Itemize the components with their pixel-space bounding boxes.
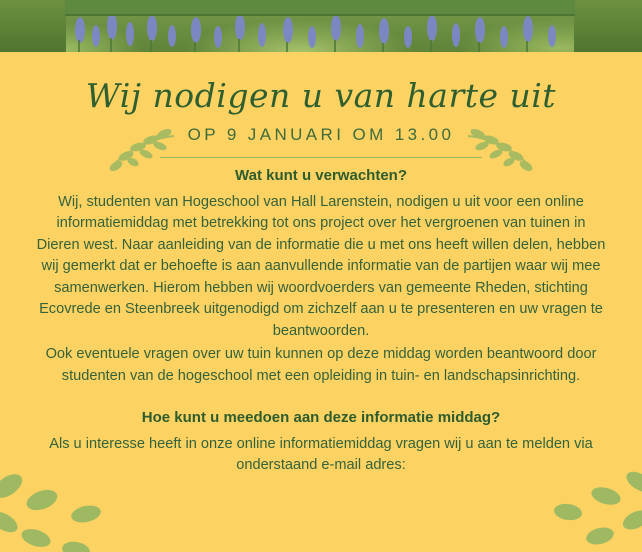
- garden-photo-banner: [0, 0, 642, 52]
- page-title: Wij nodigen u van harte uit: [85, 76, 557, 115]
- section-heading-expectations: Wat kunt u verwachten?: [235, 167, 407, 184]
- section-paragraph-participate-1: Als u interesse heeft in onze online informatiemiddag vragen wij u aan te melden via onderstaand e-mail adres:: [49, 435, 593, 474]
- event-datetime-subtitle: OP 9 JANUARI OM 13.00: [187, 125, 455, 144]
- section-paragraph-expectations-2: Ook eventuele vragen over uw tuin kunnen op deze middag worden beantwoord door studenten van de hogeschool met een opleiding in tuin- en landschapsinrichting.: [45, 346, 597, 384]
- section-paragraph-expectations-1: Wij, studenten van Hogeschool van Hall Larenstein, nodigen u uit voor een online informatiemiddag met betrekking tot ons project over het vergroenen van tuinen in Dieren west. Naar aanleiding van de informatie die u met ons heeft willen delen, hebben wij gemerkt dat er behoefte is aan aanvullende informatie van de partijen waar wij mee samenwerken. Hierom hebben wij woordvoerders van gemeente Rheden, stichting Ecovrede en Steenbreek uitgenodigd om zichzelf aan u te presenteren en uw vragen te beantwoorden.: [36, 194, 606, 339]
- invitation-content: [0, 52, 642, 477]
- section-heading-participate: Hoe kunt u meedoen aan deze informatie middag?: [141, 408, 501, 426]
- corner-leaves-left-icon: [0, 470, 120, 552]
- banner-top-band: [65, 0, 575, 16]
